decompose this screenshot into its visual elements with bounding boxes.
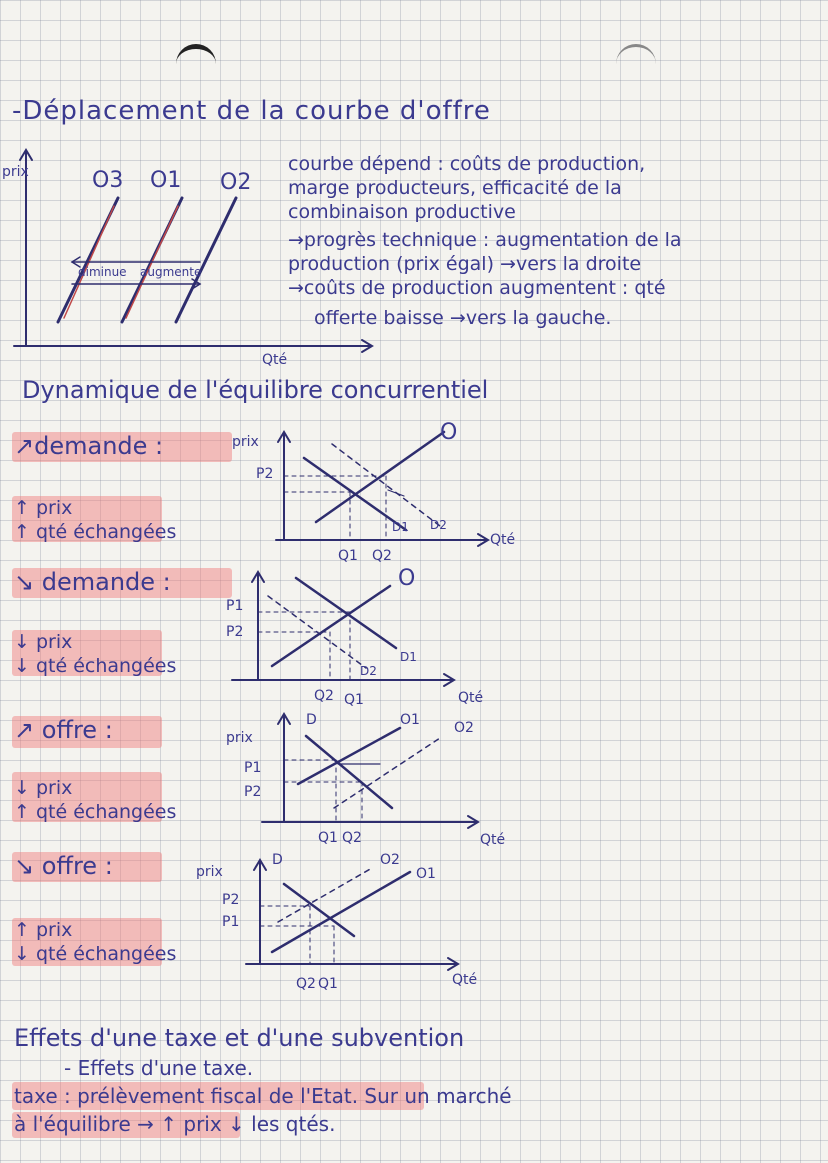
case1-curve-o: O [440, 420, 458, 445]
case3-q2: Q2 [342, 830, 362, 846]
graph1-y-label: prix [2, 164, 29, 180]
case2-curve-d2: D2 [360, 664, 377, 678]
case4-effect-1: ↑ prix [14, 919, 73, 941]
tax-text-line-2: à l'équilibre → ↑ prix ↓ les qtés. [14, 1112, 336, 1136]
case4-price-p1: P1 [222, 914, 240, 930]
text-line-3: combinaison productive [288, 201, 516, 223]
case1-price-p2: P2 [256, 466, 274, 482]
text-line-5: production (prix égal) →vers la droite [288, 253, 642, 275]
graph1-x-label: Qté [262, 352, 288, 368]
case2-effect-1: ↓ prix [14, 631, 73, 653]
text-line-1: courbe dépend : coûts de production, [288, 153, 646, 175]
case2-curve-d1: D1 [400, 650, 417, 664]
case4-y-label: prix [196, 864, 223, 880]
case1-effect-1: ↑ prix [14, 497, 73, 519]
subheading-tax: - Effets d'une taxe. [64, 1056, 254, 1080]
heading-dynamics: Dynamique de l'équilibre concurrentiel [22, 376, 489, 404]
case1-x-label: Qté [490, 532, 516, 548]
case4-curve-d: D [272, 852, 283, 868]
tax-text-line-1: taxe : prélèvement fiscal de l'Etat. Sur un marché [14, 1084, 512, 1108]
case4-x-label: Qté [452, 972, 478, 988]
case1-effect-2: ↑ qté échangées [14, 521, 177, 543]
case2-q2: Q2 [314, 688, 334, 704]
case3-title: ↗ offre : [14, 716, 113, 744]
case3-y-label: prix [226, 730, 253, 746]
case3-curve-o2: O2 [454, 720, 474, 736]
case3-price-p1: P1 [244, 760, 262, 776]
case1-y-label: prix [232, 434, 259, 450]
case4-q2: Q2 [296, 976, 316, 992]
case1-curve-d2: D2 [430, 518, 447, 532]
case3-curve-d: D [306, 712, 317, 728]
case1-title: ↗demande : [14, 432, 164, 460]
case4-q1: Q1 [318, 976, 338, 992]
case3-x-label: Qté [480, 832, 506, 848]
text-line-7: offerte baisse →vers la gauche. [314, 307, 612, 329]
case3-effect-1: ↓ prix [14, 777, 73, 799]
case4-effect-2: ↓ qté échangées [14, 943, 177, 965]
case2-price-p2: P2 [226, 624, 244, 640]
case2-effect-2: ↓ qté échangées [14, 655, 177, 677]
heading-tax-subsidy: Effets d'une taxe et d'une subvention [14, 1024, 465, 1052]
case2-curve-o: O [398, 566, 416, 591]
text-line-2: marge producteurs, efficacité de la [288, 177, 622, 199]
case3-price-p2: P2 [244, 784, 262, 800]
case4-curve-o2: O2 [380, 852, 400, 868]
case4-price-p2: P2 [222, 892, 240, 908]
heading-offer-shift: -Déplacement de la courbe d'offre [12, 96, 491, 126]
case1-q1: Q1 [338, 548, 358, 564]
case1-q2: Q2 [372, 548, 392, 564]
case2-title: ↘ demande : [14, 568, 171, 596]
case2-price-p1: P1 [226, 598, 244, 614]
case4-curve-o1: O1 [416, 866, 436, 882]
case2-q1: Q1 [344, 692, 364, 708]
case3-q1: Q1 [318, 830, 338, 846]
case3-effect-2: ↑ qté échangées [14, 801, 177, 823]
case1-curve-d1: D1 [392, 520, 409, 534]
text-line-6: →coûts de production augmentent : qté [288, 277, 666, 299]
arrow-label-augmente: augmente [140, 265, 202, 279]
case3-curve-o1: O1 [400, 712, 420, 728]
case2-x-label: Qté [458, 690, 484, 706]
case4-title: ↘ offre : [14, 852, 113, 880]
curve-label-o1: O1 [150, 168, 182, 193]
curve-label-o3: O3 [92, 168, 124, 193]
text-line-4: →progrès technique : augmentation de la [288, 229, 682, 251]
arrow-label-diminue: diminue [78, 265, 127, 279]
curve-label-o2: O2 [220, 170, 252, 195]
